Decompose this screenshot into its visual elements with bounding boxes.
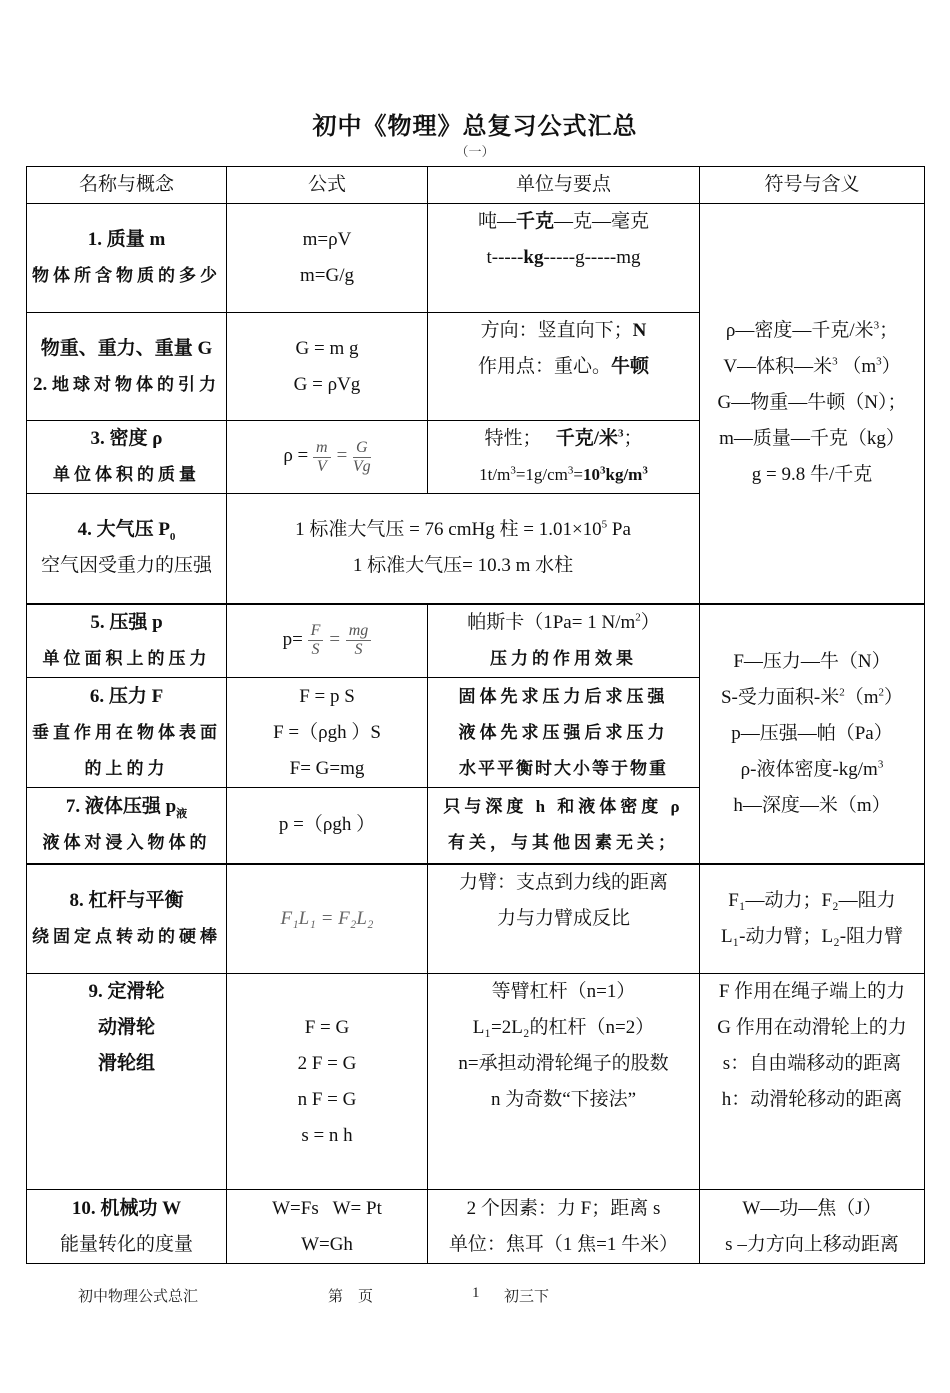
row6-formula-2: F =（ρgh ）S (273, 721, 381, 743)
row1-name-cell (27, 204, 227, 313)
row5-units-1: 帕斯卡（1Pa= 1 $N/m^2$） (467, 611, 660, 633)
row10-name: 10. 机械功 W (71, 1197, 182, 1219)
sym2-line-3: p—压强—帕（Pa） (731, 722, 893, 744)
row5-fraction-2: $\frac{mg}{S}$ (346, 622, 372, 659)
header-units: 单位与要点 (428, 167, 700, 204)
row10-units-cell (428, 1190, 700, 1264)
row1-units-1: 吨—千克—克—毫克 (477, 211, 650, 232)
row1-formula-1: m=ρV (302, 229, 352, 250)
sym2-line-2: S-受力面积-米$^2(m^2)$ (720, 686, 904, 708)
row6-desc: 垂直作用在物体表面的上的力 (32, 722, 221, 778)
table-row (27, 974, 925, 1190)
table-row (27, 1190, 925, 1264)
row10-symbols-2: s –力方向上移动距离 (725, 1233, 899, 1255)
row9-name-cell (27, 974, 227, 1190)
row9-units-3: n=承担动滑轮绳子的股数 (458, 1053, 669, 1074)
row10-symbols-cell (700, 1190, 925, 1264)
row7-name: 7. 液体压强 $p_液$ (65, 796, 188, 821)
row6-name: 6. 压力 F (89, 685, 164, 707)
row7-name-cell (27, 788, 227, 864)
row8-formula: F₁L₁ = F₂L₂ (280, 907, 374, 929)
row2-formula-1: G = m g (295, 337, 359, 359)
row2-units-cell (428, 313, 700, 421)
page-subtitle: （一） (455, 144, 495, 159)
row6-units-3: 水平平衡时大小等于物重 (459, 758, 668, 778)
row8-symbols-cell (700, 864, 925, 974)
row5-name-cell (27, 604, 227, 678)
row5-formula-cell: p= $\frac{F}{S}$ = $\frac{mg}{S}$ (227, 604, 428, 678)
footer-doc-title: 初中物理公式总汇 (78, 1289, 199, 1305)
row9-formula-1: F = G (304, 1016, 350, 1038)
row3-fraction-2: $\frac{G}{Vg}$ (352, 438, 371, 475)
sym1-line-3: G—物重—牛顿（N）； (717, 392, 907, 414)
row8-symbols-2: L₁-动力臂；L₂-阻力臂 (720, 925, 904, 947)
row6-formula-1: F = p S (299, 685, 355, 707)
row9-units-1: 等臂杠杆（n=1） (491, 981, 636, 1002)
row9-name-3: 滑轮组 (97, 1053, 155, 1074)
row3-units-1: 特性； 千克/米$^3$； (484, 427, 643, 449)
row4-name-cell (27, 494, 227, 604)
row1-formula-2: m=G/g (300, 265, 354, 286)
row1-formula-cell (227, 204, 428, 313)
row9-symbols-1: F 作用在绳子端上的力 (718, 981, 906, 1002)
row3-units-cell (428, 421, 700, 494)
row9-symbols-2: G 作用在动滑轮上的力 (717, 1017, 907, 1038)
row10-formula-1: W=Fs W= Pt (272, 1197, 382, 1219)
sym1-line-1: ρ—密度—千克/米$^3$； (725, 319, 899, 342)
sym1-line-5: g = 9.8 牛/千克 (751, 464, 873, 486)
formula-table (26, 166, 925, 1264)
row10-units-1: 2 个因素：力 F；距离 s (466, 1197, 661, 1219)
row8-units-2: 力与力臂成反比 (496, 907, 630, 929)
row9-symbols-cell (700, 974, 925, 1190)
sym2-line-5: h—深度—米（m） (733, 794, 891, 816)
table-row (27, 604, 925, 678)
row4-name: 4. 大气压 $P_0$ (77, 519, 176, 544)
row10-formula-2: W=Gh (301, 1233, 353, 1255)
row8-name: 8. 杠杆与平衡 (69, 889, 184, 911)
row9-units-2: L₁=2L₂的杠杆（n=2） (472, 1017, 655, 1038)
row7-units-1: 只与深度 h 和液体密度 ρ (443, 797, 684, 817)
row7-formula-cell (227, 788, 428, 864)
row2-units-2: 作用点：重心。牛顿 (477, 356, 650, 377)
row4-formula-cell (227, 494, 700, 604)
row7-units-cell (428, 788, 700, 864)
table-row (27, 864, 925, 974)
row3-fraction-1: $\frac{m}{V}$ (313, 439, 331, 476)
row9-units-cell (428, 974, 700, 1190)
row4-desc: 空气因受重力的压强 (40, 555, 212, 577)
row6-formula-3: F= G=mg (289, 757, 365, 779)
footer-page-label: 第 页 (328, 1289, 374, 1305)
row7-desc: 液体对浸入物体的 (42, 833, 211, 853)
row1-name: 1. 质量 m (87, 229, 166, 250)
row8-name-cell (27, 864, 227, 974)
row8-formula-cell (227, 864, 428, 974)
row2-desc: 2. 地球对物体的引力 (33, 373, 220, 395)
row10-formula-cell (227, 1190, 428, 1264)
row1-units-2: t-----kg-----g-----mg (486, 247, 641, 268)
row6-units-cell (428, 678, 700, 788)
sym2-line-1: F—压力—牛（N） (733, 650, 891, 672)
row8-units-cell (428, 864, 700, 974)
page-title: 初中《物理》总复习公式汇总 (312, 114, 638, 140)
table-row (27, 204, 925, 313)
row10-name-cell (27, 1190, 227, 1264)
row5-fraction-1: $\frac{F}{S}$ (308, 622, 324, 659)
sym2-line-4: ρ-液体密度$-kg/m^3$ (740, 758, 884, 780)
row5-name: 5. 压强 p (90, 611, 163, 633)
row10-desc: 能量转化的度量 (59, 1233, 193, 1255)
row8-desc: 绕固定点转动的硬棒 (32, 926, 221, 946)
row9-name-2: 动滑轮 (97, 1017, 155, 1038)
row9-formula-cell (227, 974, 428, 1190)
row10-units-2: 单位：焦耳（1 焦=1 牛米） (448, 1233, 679, 1255)
row9-symbols-3: s：自由端移动的距离 (722, 1053, 902, 1074)
row9-units-4: n 为奇数“下接法” (490, 1089, 637, 1110)
row6-units-2: 液体先求压强后求压力 (458, 722, 669, 742)
row9-symbols-4: h：动滑轮移动的距离 (721, 1089, 903, 1110)
row3-name: 3. 密度 ρ (90, 428, 163, 449)
row6-units-1: 固体先求压力后求压强 (458, 686, 669, 706)
sym1-line-2: V—体积—米$^3$ $(m^3)$ (723, 355, 901, 378)
row5-desc: 单位面积上的压力 (42, 648, 211, 668)
row8-symbols-1: F₁—动力；F₂—阻力 (728, 889, 896, 911)
row3-desc: 单位体积的质量 (53, 465, 200, 484)
row5-units-2: 压力的作用效果 (490, 648, 637, 668)
row5-formula-prefix: p= (282, 629, 303, 651)
row9-name-1: 9. 定滑轮 (88, 981, 165, 1002)
row2-formula-cell (227, 313, 428, 421)
footer-page-number: 1 (472, 1285, 480, 1301)
row1-desc: 物体所含物质的多少 (32, 266, 221, 285)
row5-units-cell (428, 604, 700, 678)
row3-formula-cell: ρ = $\frac{m}{V}$ = $\frac{G}{Vg}$ (227, 421, 428, 494)
row9-formula-2: 2 F = G (297, 1052, 357, 1074)
row10-symbols-1: W—功—焦（J） (742, 1197, 882, 1219)
header-name: 名称与概念 (27, 167, 227, 204)
row1-units-cell (428, 204, 700, 313)
symbols-cell-1 (700, 204, 925, 604)
row7-units-2: 有关，与其他因素无关； (448, 833, 679, 853)
row2-name: 物重、重力、重量 G (40, 337, 213, 359)
row3-units-2: $1t/m^3=1g/cm^3=10^3kg/m^3$ (479, 464, 648, 484)
header-symbols: 符号与含义 (700, 167, 925, 204)
row9-formula-3: n F = G (297, 1088, 357, 1110)
row4-formula-2: 1 标准大气压= 10.3 m 水柱 (352, 555, 574, 577)
row8-units-1: 力臂：支点到力线的距离 (458, 871, 668, 893)
row6-name-cell (27, 678, 227, 788)
row3-name-cell (27, 421, 227, 494)
row6-formula-cell (227, 678, 428, 788)
row2-formula-2: G = ρVg (293, 373, 361, 395)
table-header-row (27, 167, 925, 204)
sym1-line-4: m—质量—千克（kg） (719, 428, 905, 450)
row4-formula-1: 1 标准大气压 = 76 cmHg 柱 = $1.01\times 10^5$ Pa (295, 518, 631, 541)
header-formula: 公式 (227, 167, 428, 204)
row2-name-cell (27, 313, 227, 421)
row3-formula-prefix: ρ = (283, 445, 309, 467)
symbols-cell-2 (700, 604, 925, 864)
row9-formula-4: s = n h (301, 1124, 353, 1146)
footer-grade: 初三下 (504, 1289, 550, 1305)
row7-formula-1: p =（ρgh ） (278, 814, 376, 836)
row2-units-1: 方向：竖直向下；N (480, 320, 647, 341)
